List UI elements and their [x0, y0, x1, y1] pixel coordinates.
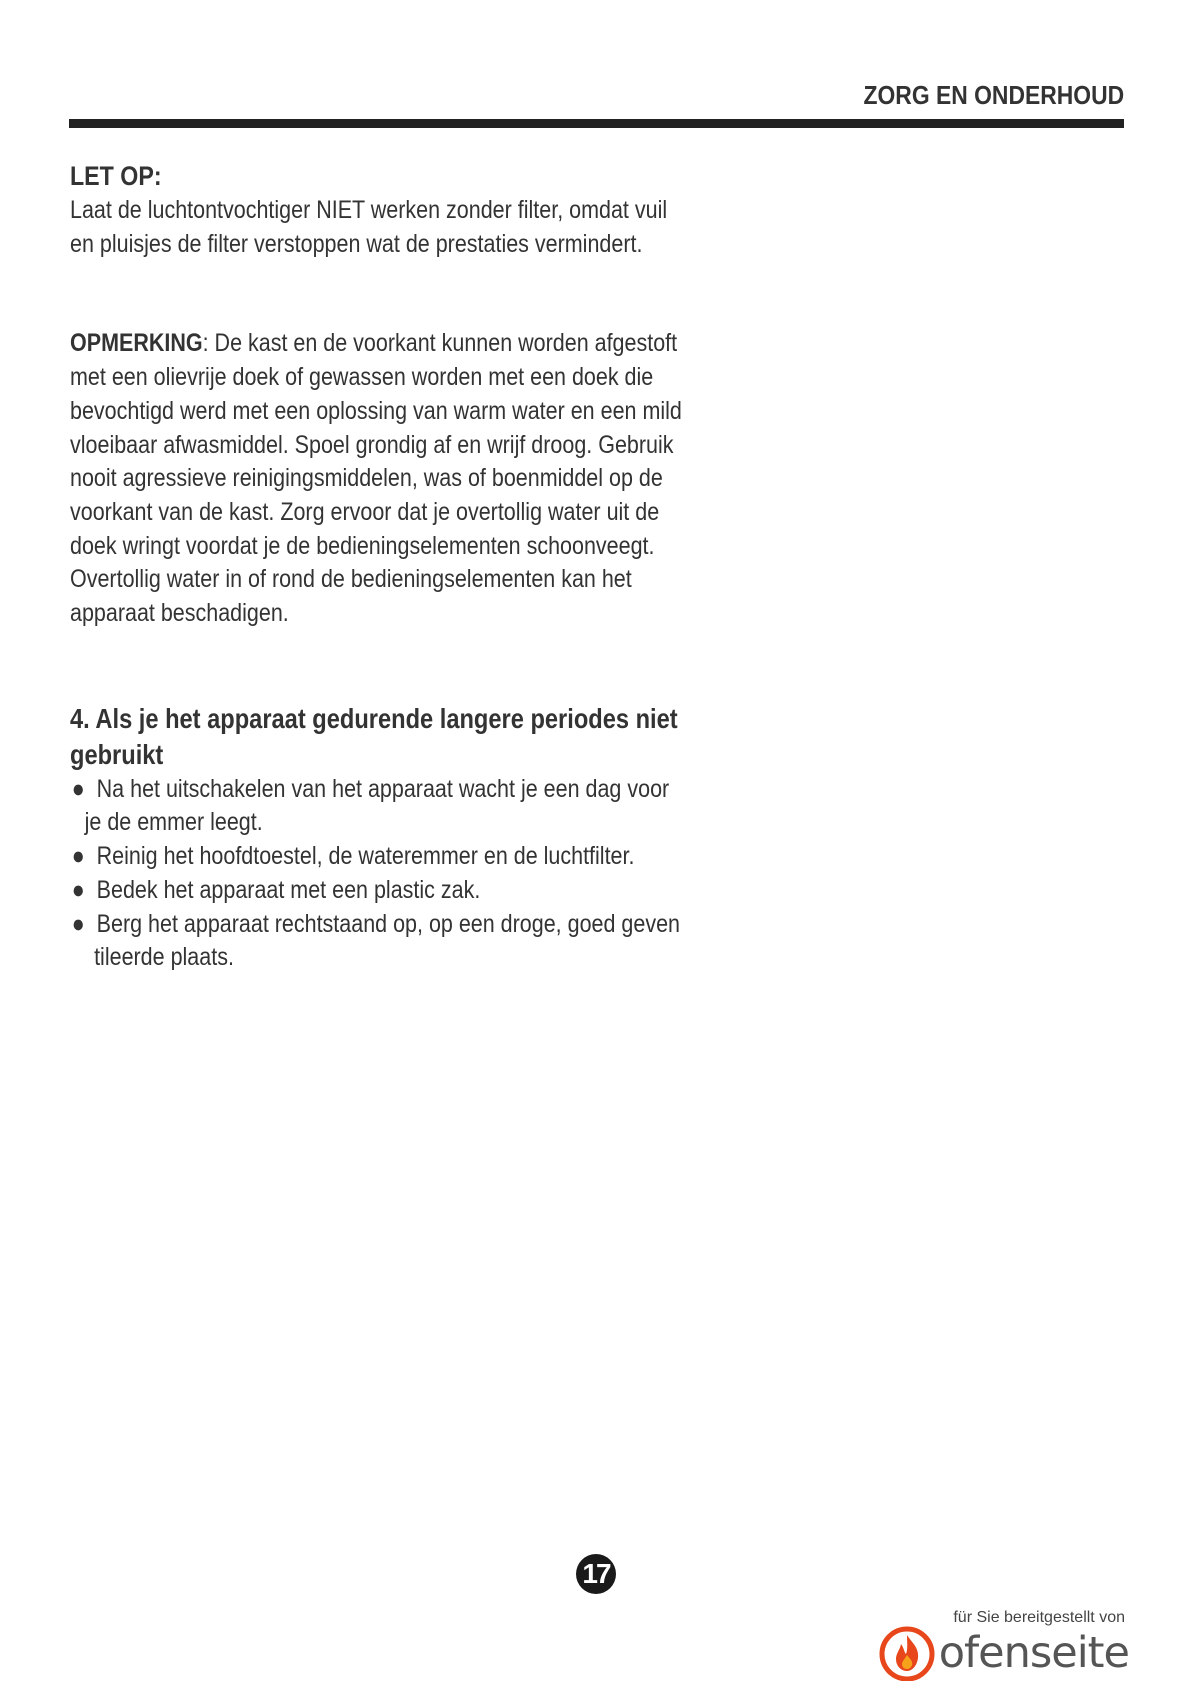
brand-name: ofenseite — [938, 1628, 1129, 1678]
flame-icon — [879, 1625, 935, 1681]
bullet-icon: ● — [71, 909, 85, 938]
list-item-text: Reinig het hoofdtoestel, de wateremmer en de luchtfilter. — [96, 842, 635, 871]
section-4 — [70, 701, 790, 975]
note-line: bevochtigd werd met een oplossing van warm water en een mild — [70, 396, 682, 425]
note-label: OPMERKING — [70, 329, 203, 358]
warning-line: Laat de luchtontvochtiger NIET werken zonder filter, omdat vuil — [70, 196, 668, 224]
note-line: doek wringt voordat je de bedieningselementen schoonveegt. — [70, 531, 655, 560]
note-first-line-text: : De kast en de voorkant kunnen worden afgestoft — [202, 329, 678, 358]
warning-title: LET OP: — [70, 161, 162, 191]
warning-block — [70, 158, 790, 261]
list-item-text: Berg het apparaat rechtstaand op, op een droge, goed geven — [96, 909, 680, 938]
bullet-icon: ● — [71, 774, 85, 803]
storage-list — [70, 773, 790, 975]
note-line: met een olievrije doek of gewassen worden met een doek die — [70, 363, 654, 392]
note-line: apparaat beschadigen. — [70, 599, 289, 628]
page-number: 17 — [576, 1554, 616, 1594]
list-item — [70, 840, 790, 874]
section-4-title — [70, 701, 790, 773]
list-item — [70, 908, 790, 975]
list-item — [70, 773, 790, 840]
provided-by-caption: für Sie bereitgestellt von — [953, 1609, 1125, 1626]
list-item-text: Bedek het apparaat met een plastic zak. — [96, 875, 481, 904]
note-line: Overtollig water in of rond de bedieningselementen kan het — [70, 565, 632, 594]
note-line: nooit agressieve reinigingsmiddelen, was of boenmiddel op de — [70, 464, 663, 493]
warning-body — [70, 194, 790, 261]
header-rule — [69, 119, 1124, 128]
note-line: voorkant van de kast. Zorg ervoor dat je overtollig water uit de — [70, 497, 660, 526]
list-item-text-cont: tileerde plaats. — [94, 943, 234, 972]
text-column — [70, 158, 790, 975]
note-line: vloeibaar afwasmiddel. Spoel grondig af en wrijf droog. Gebruik — [70, 430, 674, 459]
list-item-text: Na het uitschakelen van het apparaat wacht je een dag voor — [96, 774, 670, 803]
bullet-icon: ● — [71, 875, 85, 904]
list-item-text-cont: je de emmer leegt. — [84, 808, 263, 837]
brand-logo-link[interactable] — [879, 1624, 1129, 1682]
page-content — [70, 158, 790, 975]
list-item — [70, 874, 790, 908]
bullet-icon: ● — [71, 842, 85, 871]
note-block — [70, 327, 790, 630]
note-first-line — [70, 327, 790, 361]
section-4-title-line: 4. Als je het apparaat gedurende langere periodes niet — [70, 702, 678, 734]
section-4-title-line: gebruikt — [70, 738, 164, 770]
page-header-title: ZORG EN ONDERHOUD — [863, 80, 1124, 110]
warning-line: en pluisjes de filter verstoppen wat de prestaties vermindert. — [70, 229, 643, 258]
